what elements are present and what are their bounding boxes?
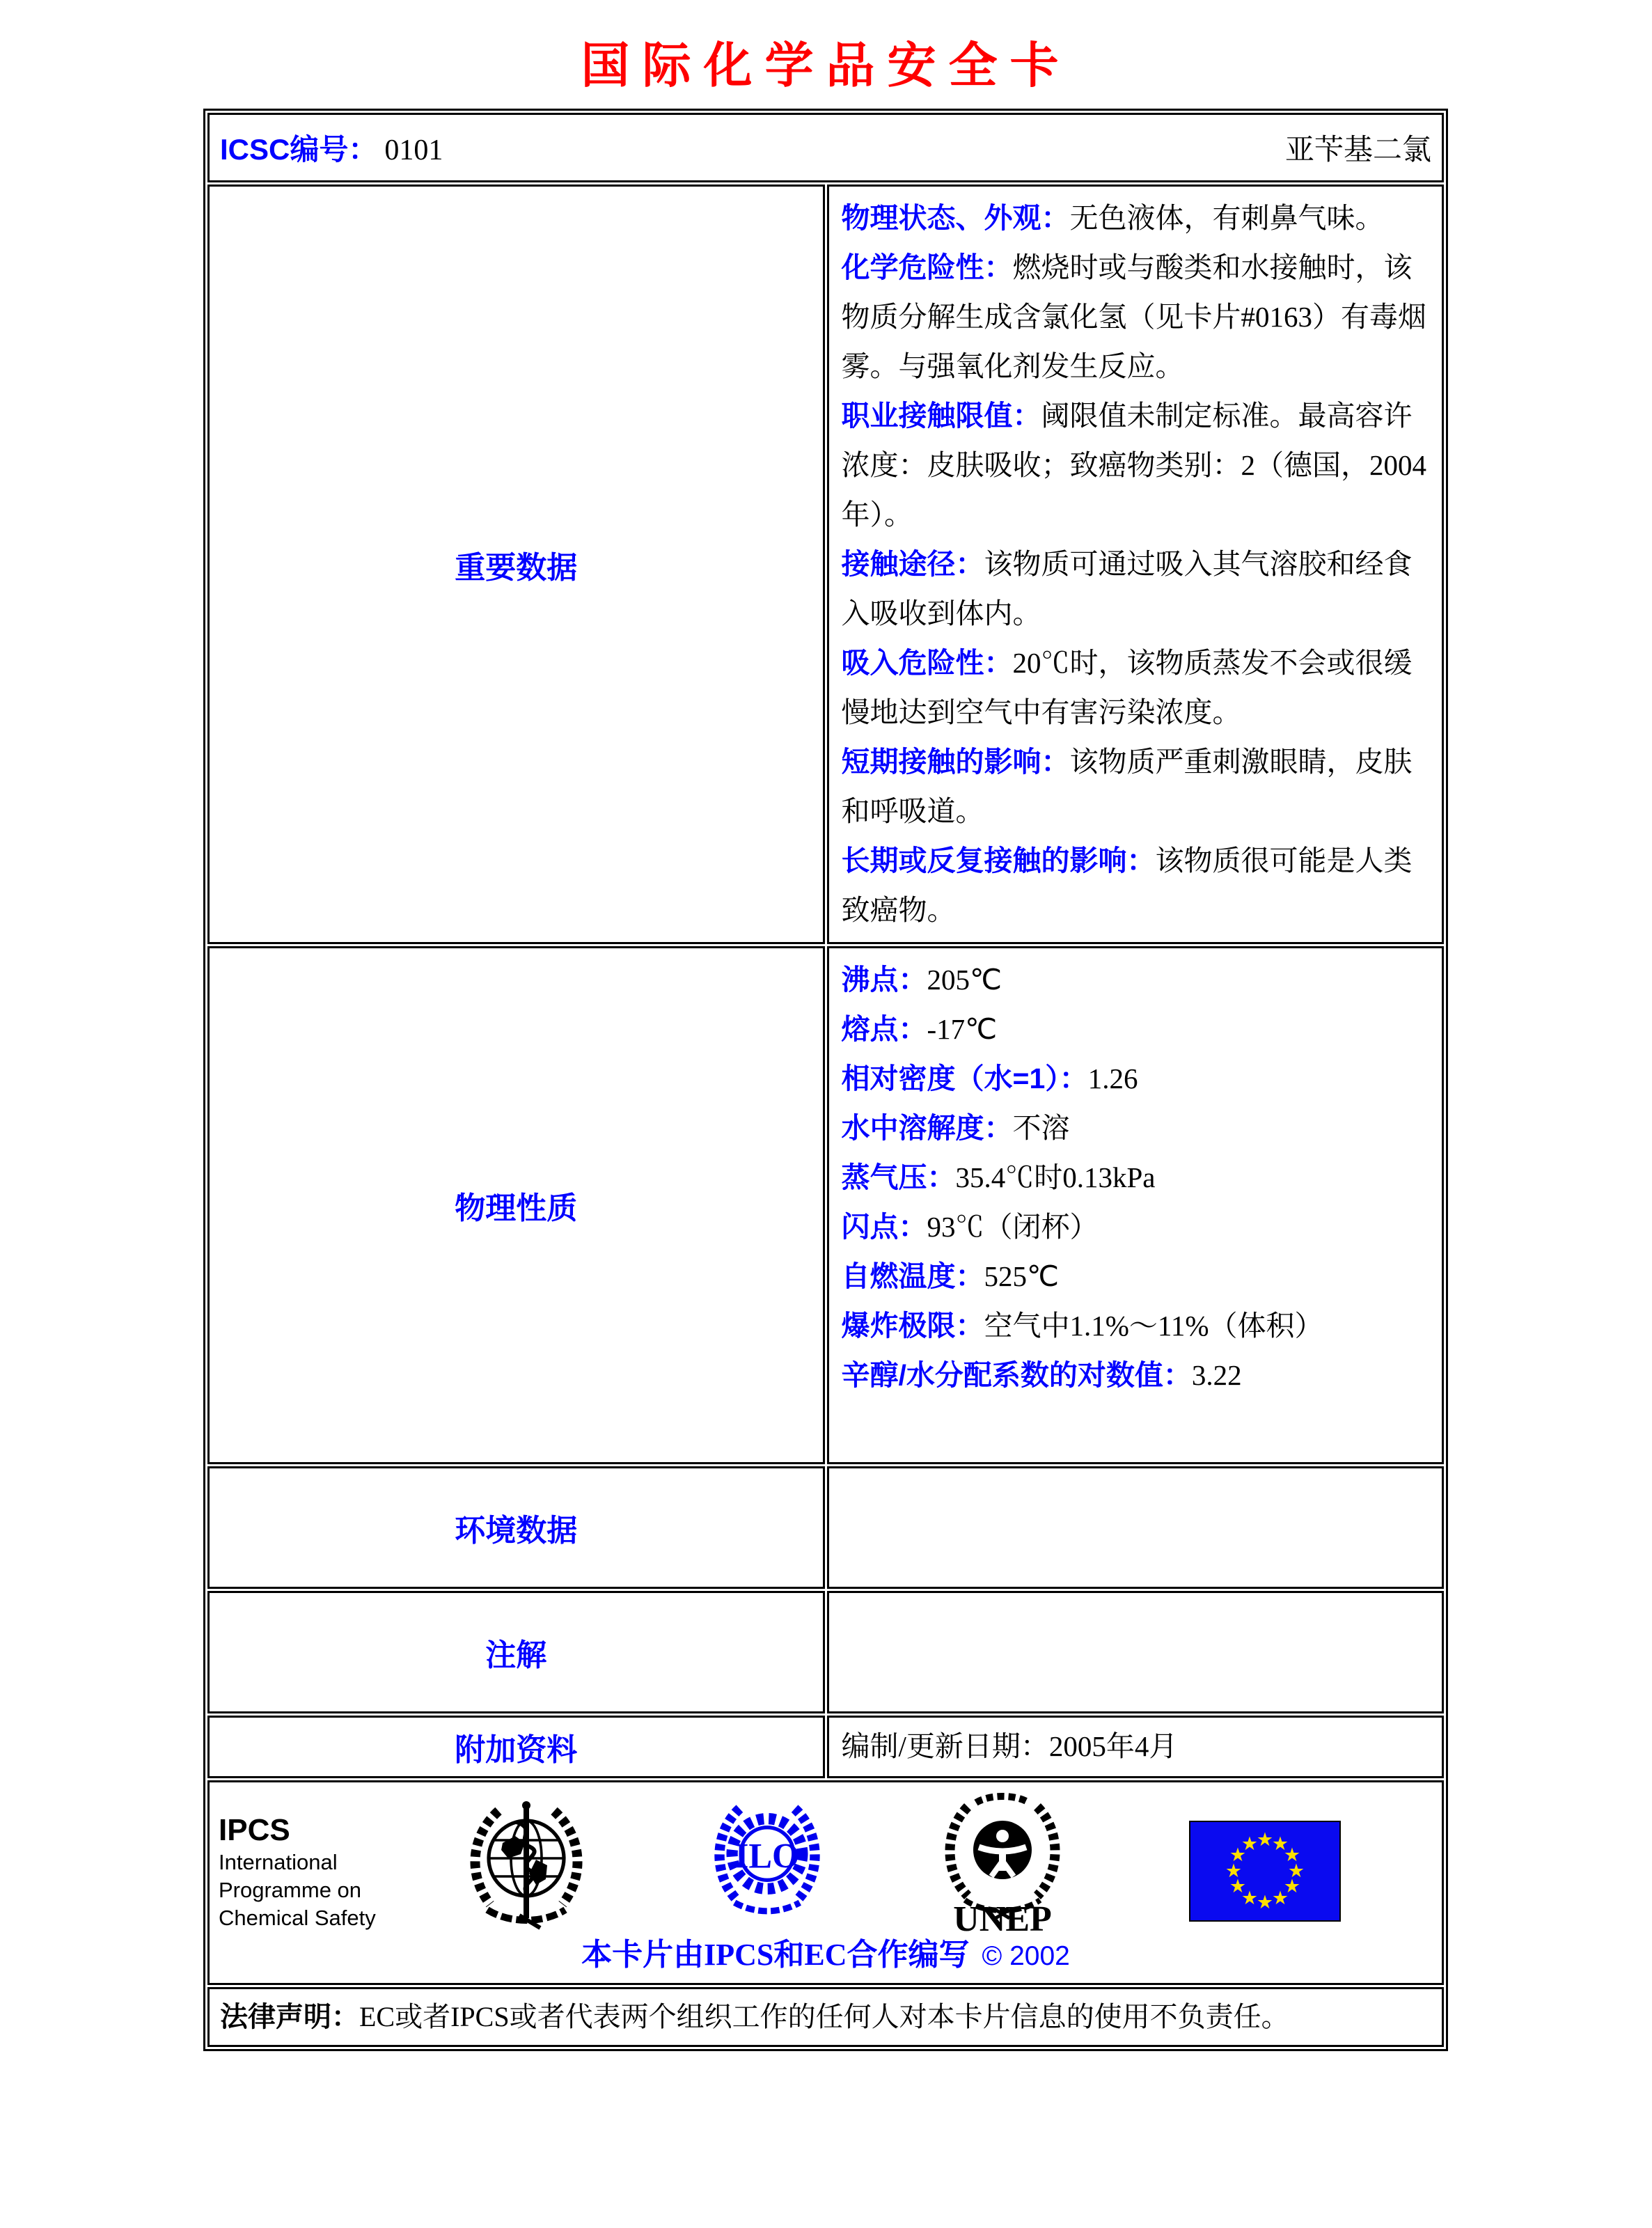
legal-notice	[210, 1991, 1441, 2043]
ipcs-subtitle-line: International	[219, 1850, 338, 1874]
field-value: 阈限值未制定标准。最高容许浓度：皮肤吸收；致癌物类别：2（德国，2004年）。	[841, 400, 1426, 531]
field-label: 蒸气压：	[841, 1161, 956, 1193]
field-line	[842, 1054, 1430, 1104]
unep-logo-text: UNEP	[953, 1899, 1052, 1935]
field-line	[842, 638, 1430, 737]
field-label: 职业接触限值：	[841, 400, 1041, 432]
chemical-name: 亚苄基二氯	[1284, 134, 1431, 166]
field-label: 长期或反复接触的影响：	[841, 845, 1156, 877]
field-value: 93℃（闭杯）	[927, 1211, 1099, 1243]
section-row-important-data	[207, 185, 1444, 944]
field-line	[842, 391, 1430, 540]
field-line	[842, 1104, 1430, 1153]
svg-text:★: ★	[1256, 1892, 1274, 1913]
legal-notice-text: EC或者IPCS或者代表两个组织工作的任何人对本卡片信息的使用不负责任。	[359, 2001, 1289, 2032]
field-value: 空气中1.1%～11%（体积）	[984, 1310, 1323, 1342]
field-label: 自燃温度：	[841, 1260, 984, 1292]
field-value: -17℃	[927, 1013, 998, 1045]
section-content-additional-information	[842, 1725, 1430, 1768]
svg-text:★: ★	[1229, 1876, 1247, 1897]
icsc-number-label: ICSC编号：	[220, 133, 378, 166]
field-line	[842, 243, 1430, 391]
field-label: 沸点：	[841, 964, 927, 996]
field-label: 闪点：	[841, 1211, 927, 1243]
field-line	[842, 836, 1430, 935]
header-row	[207, 113, 1444, 182]
section-label-environmental-data: 环境数据	[207, 1466, 825, 1589]
field-value: 1.26	[1087, 1062, 1138, 1095]
ilo-logo-icon	[705, 1797, 830, 1917]
svg-text:★: ★	[1287, 1860, 1305, 1882]
field-label: 熔点：	[841, 1013, 927, 1045]
svg-text:★: ★	[1229, 1844, 1247, 1866]
field-label: 辛醇/水分配系数的对数值：	[841, 1359, 1192, 1391]
copyright-text: © 2002	[982, 1941, 1070, 1971]
field-label: 水中溶解度：	[841, 1112, 1013, 1144]
section-label-important-data: 重要数据	[207, 185, 825, 944]
field-line	[842, 1005, 1430, 1054]
ilo-logo-text: ILO	[734, 1836, 800, 1876]
field-value: 该物质很可能是人类致癌物。	[841, 845, 1413, 926]
field-line	[842, 1351, 1430, 1400]
svg-text:★: ★	[1241, 1833, 1259, 1855]
svg-text:★: ★	[1283, 1876, 1301, 1897]
field-line	[842, 1153, 1430, 1202]
field-value: 20℃时，该物质蒸发不会或很缓慢地达到空气中有害污染浓度。	[841, 647, 1413, 728]
field-label: 接触途径：	[841, 548, 984, 580]
ipcs-text-block	[219, 1793, 414, 1932]
svg-text:★: ★	[1271, 1833, 1289, 1855]
section-row-environmental-data	[207, 1466, 1444, 1589]
card-header	[210, 127, 1441, 168]
field-label: 短期接触的影响：	[841, 746, 1070, 778]
svg-text:★: ★	[1225, 1860, 1243, 1882]
icsc-number-group	[220, 127, 443, 168]
footer-row	[207, 1780, 1444, 1985]
svg-text:★: ★	[1283, 1844, 1301, 1866]
field-line	[842, 1252, 1430, 1301]
logo-strip	[210, 1783, 1441, 1935]
eu-flag-icon	[1189, 1821, 1341, 1922]
svg-text:★: ★	[1271, 1888, 1289, 1909]
field-value: 无色液体，有刺鼻气味。	[1069, 202, 1384, 234]
field-line	[842, 1725, 1430, 1768]
ipcs-subtitle-line: Programme on	[219, 1878, 362, 1902]
who-logo-icon	[457, 1793, 596, 1932]
field-line	[842, 540, 1430, 638]
section-row-notes	[207, 1591, 1444, 1713]
field-label: 化学危险性：	[841, 251, 1013, 283]
section-content-important-data	[842, 194, 1430, 935]
ipcs-title: IPCS	[219, 1813, 290, 1847]
icsc-card-table	[203, 109, 1448, 2051]
section-content-physical-properties	[842, 955, 1430, 1400]
legal-notice-label: 法律声明：	[220, 2002, 359, 2032]
field-value: 2005年4月	[1048, 1730, 1178, 1762]
field-value: 525℃	[984, 1260, 1060, 1292]
icsc-number-value: 0101	[384, 134, 443, 166]
field-value: 3.22	[1191, 1359, 1242, 1391]
field-line	[842, 737, 1430, 836]
field-label: 编制/更新日期：	[841, 1730, 1049, 1762]
field-label: 相对密度（水=1）：	[841, 1062, 1088, 1095]
legal-row	[207, 1987, 1444, 2047]
page-title: 国际化学品安全卡	[581, 36, 1071, 94]
field-value: 燃烧时或与酸类和水接触时，该物质分解生成含氯化氢（见卡片#0163）有毒烟雾。与强氧化剂发生反应。	[841, 251, 1426, 382]
field-line	[842, 955, 1430, 1005]
field-value: 35.4℃时0.13kPa	[955, 1161, 1156, 1193]
field-label: 吸入危险性：	[841, 647, 1013, 679]
section-row-additional-information	[207, 1716, 1444, 1778]
field-label: 物理状态、外观：	[841, 202, 1070, 234]
unep-logo-icon	[940, 1793, 1065, 1935]
svg-text:★: ★	[1241, 1888, 1259, 1909]
credit-text: 本卡片由IPCS和EC合作编写	[581, 1938, 970, 1972]
section-label-physical-properties: 物理性质	[207, 946, 825, 1464]
field-label: 爆炸极限：	[841, 1310, 984, 1342]
field-value: 205℃	[927, 964, 1002, 996]
ipcs-subtitle-line: Chemical Safety	[219, 1906, 376, 1930]
field-value: 该物质可通过吸入其气溶胶和经食入吸收到体内。	[841, 548, 1413, 629]
svg-text:★: ★	[1256, 1829, 1274, 1851]
field-line	[842, 194, 1430, 243]
field-value: 该物质严重刺激眼睛，皮肤和呼吸道。	[841, 746, 1413, 827]
section-label-additional-information: 附加资料	[207, 1716, 825, 1778]
section-label-notes: 注解	[207, 1591, 825, 1713]
field-value: 不溶	[1012, 1112, 1070, 1144]
field-line	[842, 1301, 1430, 1351]
credit-line	[210, 1935, 1441, 1982]
field-line	[842, 1202, 1430, 1252]
section-row-physical-properties	[207, 946, 1444, 1464]
